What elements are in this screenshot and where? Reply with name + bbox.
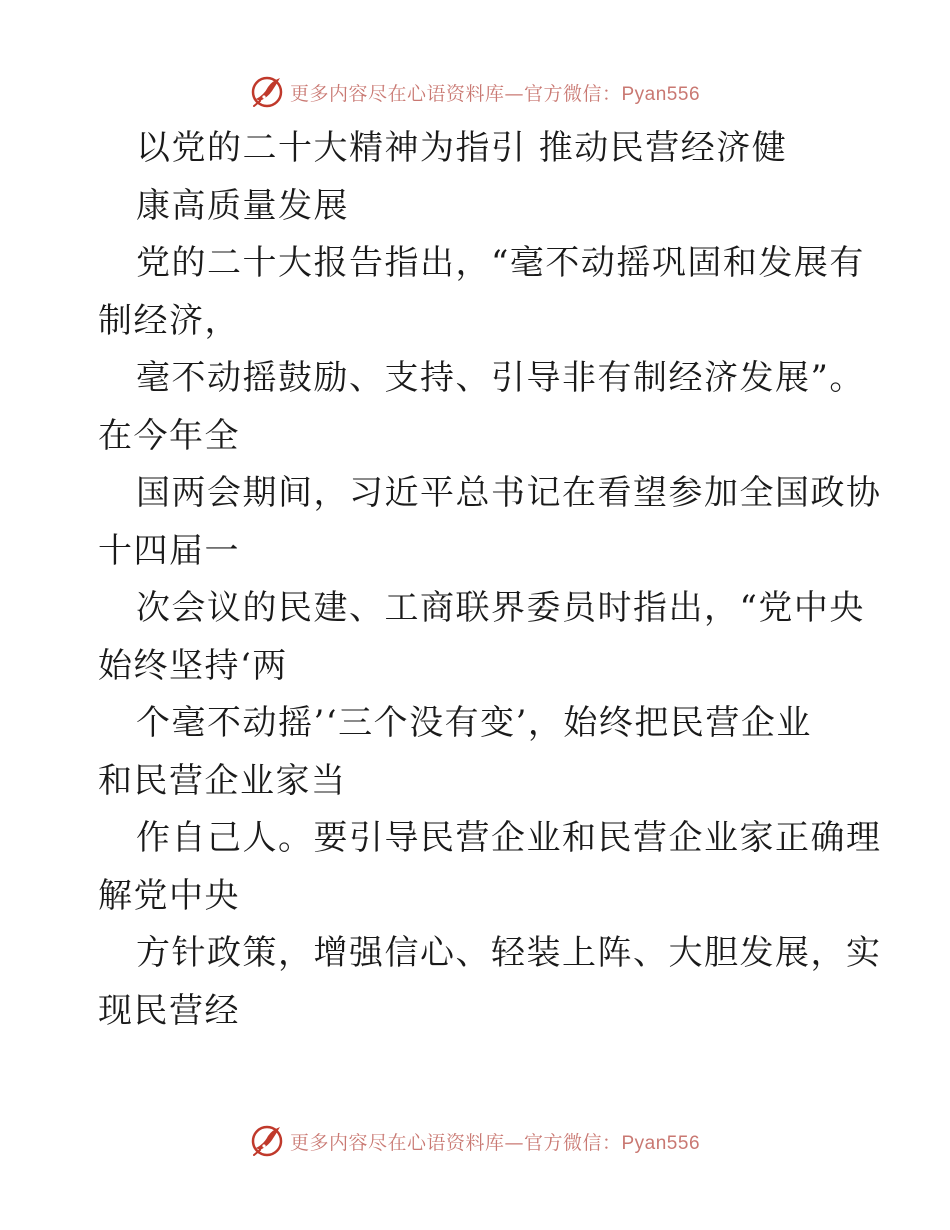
paragraph-line: 党的二十大报告指出，“毫不动摇巩固和发展有 (136, 243, 865, 283)
footer-banner-wechat-label: 官方微信： (523, 1131, 622, 1154)
header-banner-wechat-label: 官方微信： (523, 82, 622, 105)
paragraph-line: 制经济， (98, 300, 240, 341)
header-watermark-banner (0, 72, 950, 112)
document-body (98, 120, 882, 1040)
footer-banner-dash: — (504, 1131, 524, 1154)
paragraph-line: 次会议的民建、工商联界委员时指出，“党中央 (136, 588, 865, 628)
quill-pen-logo-icon (250, 1124, 284, 1158)
title-line-1: 以党的二十大精神为指引 推动民营经济健 (136, 128, 788, 168)
paragraph-line: 现民营经 (98, 990, 240, 1031)
paragraph-line: 作自己人。要引导民营企业和民营企业家正确理 (136, 818, 882, 858)
header-banner-dash: — (504, 82, 524, 105)
paragraph-line: 国两会期间，习近平总书记在看望参加全国政协 (136, 473, 882, 513)
paragraph-line: 和民营企业家当 (98, 760, 347, 801)
paragraph-line: 解党中央 (98, 875, 240, 916)
paragraph-line: 始终坚持‘两 (98, 645, 288, 686)
quill-pen-logo-icon (250, 75, 284, 109)
paragraph-line: 个毫不动摇’‘三个没有变’，始终把民营企业 (136, 703, 812, 743)
title-line-2: 康高质量发展 (136, 185, 349, 226)
header-banner-main: 更多内容尽在心语资料库 (289, 82, 505, 105)
header-banner-text (290, 79, 700, 106)
header-banner-wechat-id: Pyan556 (621, 83, 701, 105)
footer-watermark-banner (0, 1121, 950, 1161)
paragraph-line: 方针政策，增强信心、轻装上阵、大胆发展，实 (136, 933, 882, 973)
paragraph-line: 毫不动摇鼓励、支持、引导非有制经济发展”。 (136, 358, 865, 398)
paragraph-line: 在今年全 (98, 415, 240, 456)
paragraph-line: 十四届一 (98, 530, 240, 571)
footer-banner-wechat-id: Pyan556 (621, 1132, 701, 1154)
footer-banner-text (290, 1128, 700, 1155)
footer-banner-main: 更多内容尽在心语资料库 (289, 1131, 505, 1154)
